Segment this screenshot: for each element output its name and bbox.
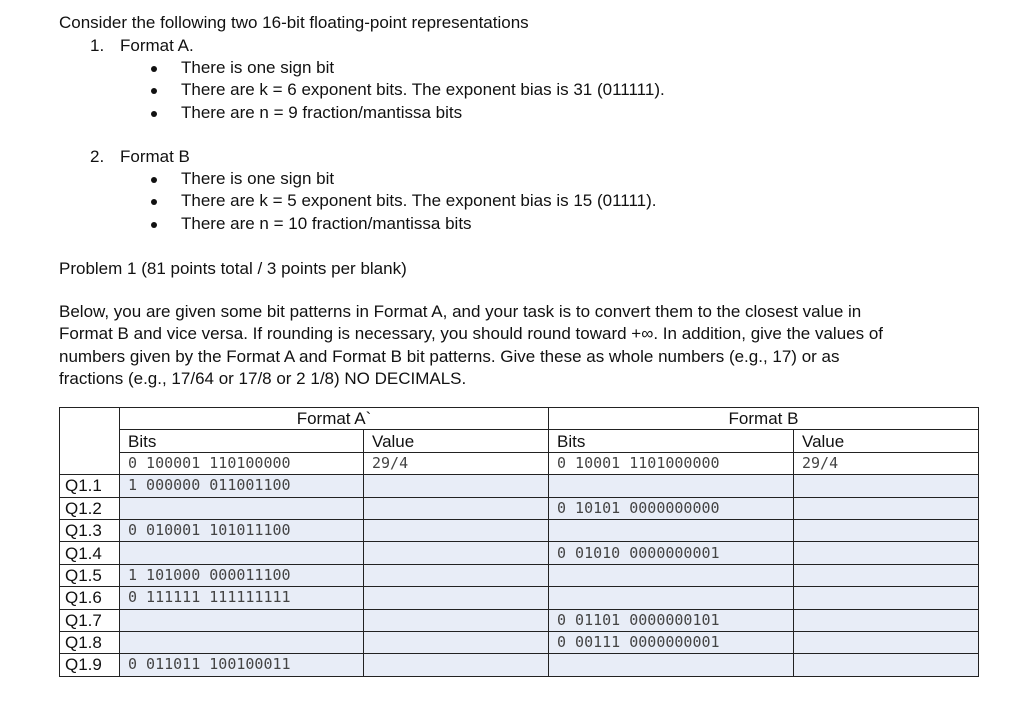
bullet-text: There are k = 5 exponent bits. The exponent bias is 15 (01111). xyxy=(181,191,657,211)
list-item xyxy=(148,102,665,124)
list-item xyxy=(148,190,657,212)
b-value-answer-cell[interactable] xyxy=(794,564,979,586)
table-row xyxy=(60,654,979,676)
format-a-number: 1. xyxy=(90,36,105,55)
bullet-text: There are n = 9 fraction/mantissa bits xyxy=(181,102,463,122)
b-value-answer-cell[interactable] xyxy=(794,542,979,564)
corner-cell xyxy=(60,408,120,475)
format-b-name: Format B xyxy=(120,147,190,166)
question-label: Q1.3 xyxy=(60,519,120,541)
b-value-answer-cell[interactable] xyxy=(794,519,979,541)
b-bits-answer-cell[interactable] xyxy=(549,475,794,497)
format-a-heading xyxy=(90,35,194,57)
list-item xyxy=(148,168,657,190)
format-b-heading xyxy=(90,146,190,168)
a-bits-answer-cell[interactable] xyxy=(120,631,364,653)
b-value-answer-cell[interactable] xyxy=(794,654,979,676)
b-value-answer-cell[interactable] xyxy=(794,587,979,609)
bullet-icon xyxy=(151,222,157,228)
b-bits-answer-cell[interactable] xyxy=(549,519,794,541)
col-header-b-bits: Bits xyxy=(549,430,794,452)
a-value-answer-cell[interactable] xyxy=(364,497,549,519)
format-b-group-header: Format B xyxy=(549,408,979,430)
bullet-text: There is one sign bit xyxy=(181,58,335,77)
conversion-table xyxy=(59,407,979,677)
question-label: Q1.2 xyxy=(60,497,120,519)
format-a-bullets xyxy=(148,57,665,124)
list-item xyxy=(148,79,665,101)
instructions-line: fractions (e.g., 17/64 or 17/8 or 2 1/8) NO DECIMALS. xyxy=(59,368,467,388)
b-value-answer-cell[interactable] xyxy=(794,631,979,653)
example-a-bits: 0 100001 110100000 xyxy=(120,452,364,474)
a-bits-answer-cell[interactable] xyxy=(120,609,364,631)
format-b-bullets xyxy=(148,168,657,235)
question-label: Q1.9 xyxy=(60,654,120,676)
table-header-row xyxy=(60,430,979,452)
b-value-answer-cell[interactable] xyxy=(794,497,979,519)
a-value-answer-cell[interactable] xyxy=(364,475,549,497)
question-label: Q1.7 xyxy=(60,609,120,631)
question-label: Q1.8 xyxy=(60,631,120,653)
a-bits-cell: 1 000000 011001100 xyxy=(120,475,364,497)
format-b-number: 2. xyxy=(90,147,105,166)
bullet-icon xyxy=(151,177,157,183)
bullet-text: There are k = 6 exponent bits. The exponent bias is 31 (011111). xyxy=(181,80,665,100)
b-value-answer-cell[interactable] xyxy=(794,475,979,497)
a-value-answer-cell[interactable] xyxy=(364,519,549,541)
a-bits-answer-cell[interactable] xyxy=(120,497,364,519)
format-a-group-header: Format A` xyxy=(120,408,549,430)
b-bits-answer-cell[interactable] xyxy=(549,587,794,609)
table-row xyxy=(60,587,979,609)
instructions-line: Below, you are given some bit patterns in Format A, and your task is to convert them to the closest value in xyxy=(59,302,862,321)
a-bits-cell: 1 101000 000011100 xyxy=(120,564,364,586)
a-value-answer-cell[interactable] xyxy=(364,564,549,586)
table-header-group-row xyxy=(60,408,979,430)
a-bits-cell: 0 011011 100100011 xyxy=(120,654,364,676)
a-bits-cell: 0 010001 101011100 xyxy=(120,519,364,541)
question-label: Q1.5 xyxy=(60,564,120,586)
instructions-paragraph xyxy=(59,301,979,390)
table-row xyxy=(60,519,979,541)
bullet-icon xyxy=(151,111,157,117)
b-bits-cell: 0 01010 0000000001 xyxy=(549,542,794,564)
col-header-a-value: Value xyxy=(364,430,549,452)
intro-text: Consider the following two 16-bit floating-point representations xyxy=(59,13,529,32)
table-row xyxy=(60,497,979,519)
col-header-a-bits: Bits xyxy=(120,430,364,452)
problem-title: Problem 1 (81 points total / 3 points per blank) xyxy=(59,259,407,278)
bullet-icon xyxy=(151,66,157,72)
bullet-text: There is one sign bit xyxy=(181,169,335,188)
a-bits-answer-cell[interactable] xyxy=(120,542,364,564)
a-value-answer-cell[interactable] xyxy=(364,654,549,676)
example-b-value: 29/4 xyxy=(794,452,979,474)
a-value-answer-cell[interactable] xyxy=(364,609,549,631)
question-label: Q1.1 xyxy=(60,475,120,497)
bullet-text: There are n = 10 fraction/mantissa bits xyxy=(181,213,472,233)
example-b-bits: 0 10001 1101000000 xyxy=(549,452,794,474)
b-bits-cell: 0 01101 0000000101 xyxy=(549,609,794,631)
a-bits-cell: 0 111111 111111111 xyxy=(120,587,364,609)
a-value-answer-cell[interactable] xyxy=(364,587,549,609)
example-a-value: 29/4 xyxy=(364,452,549,474)
col-header-b-value: Value xyxy=(794,430,979,452)
table-row xyxy=(60,542,979,564)
list-item xyxy=(148,57,665,79)
instructions-line: numbers given by the Format A and Format B bit patterns. Give these as whole numbers (e.g., 17) or as xyxy=(59,346,840,366)
table-row xyxy=(60,631,979,653)
question-label: Q1.4 xyxy=(60,542,120,564)
b-bits-cell: 0 00111 0000000001 xyxy=(549,631,794,653)
format-a-name: Format A. xyxy=(120,36,194,55)
question-label: Q1.6 xyxy=(60,587,120,609)
a-value-answer-cell[interactable] xyxy=(364,631,549,653)
bullet-icon xyxy=(151,199,157,205)
table-row xyxy=(60,564,979,586)
table-row xyxy=(60,475,979,497)
list-item xyxy=(148,213,657,235)
b-value-answer-cell[interactable] xyxy=(794,609,979,631)
instructions-line: Format B and vice versa. If rounding is necessary, you should round toward +∞. In addition, give the values of xyxy=(59,324,884,344)
bullet-icon xyxy=(151,88,157,94)
example-row xyxy=(60,452,979,474)
table-row xyxy=(60,609,979,631)
b-bits-answer-cell[interactable] xyxy=(549,564,794,586)
b-bits-answer-cell[interactable] xyxy=(549,654,794,676)
b-bits-cell: 0 10101 0000000000 xyxy=(549,497,794,519)
a-value-answer-cell[interactable] xyxy=(364,542,549,564)
